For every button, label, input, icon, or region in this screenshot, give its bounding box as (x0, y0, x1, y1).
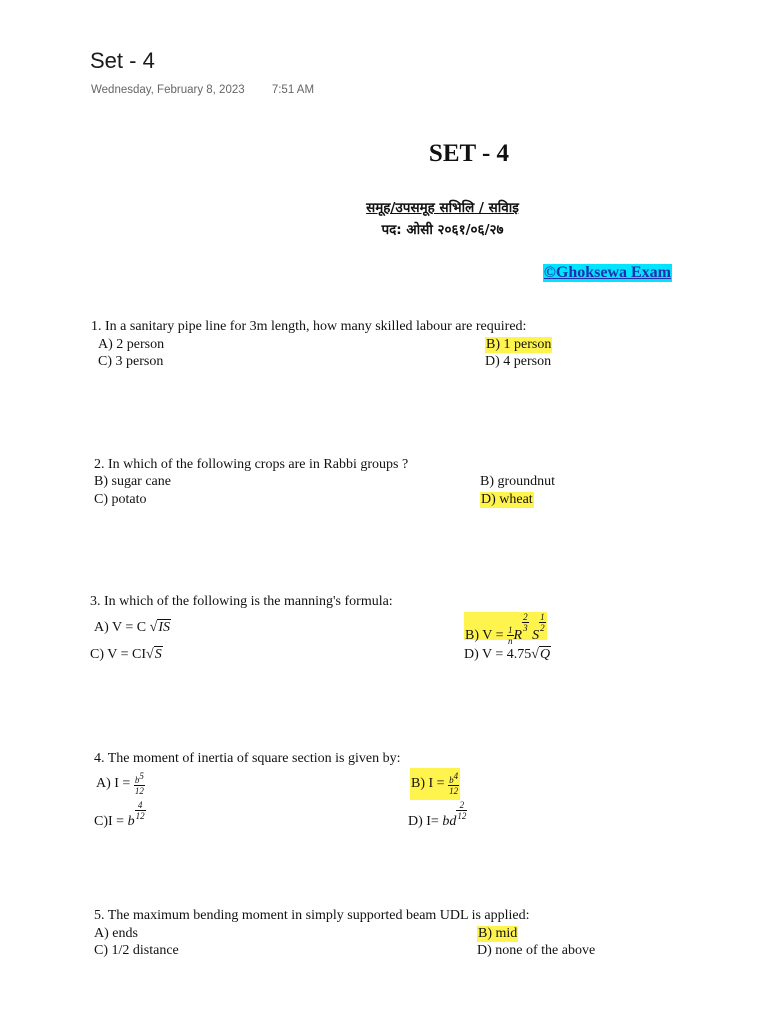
q4-a-num-exp: 5 (139, 771, 144, 782)
q4-d-exp-den: 12 (457, 811, 467, 821)
q3-b-S-exp-den: 2 (540, 623, 545, 633)
q3-option-b-answer (464, 612, 547, 647)
post-date-line: पद: ओसी २०६१/०६/२७ (381, 222, 504, 238)
q3-option-c (90, 647, 163, 663)
q5-option-c: C) 1/2 distance (94, 943, 179, 958)
question-4-text: 4. The moment of inertia of square section is given by: (94, 751, 401, 766)
q4-b-num-exp: 4 (453, 771, 459, 782)
q3-d-prefix: D) V = 4.75 (464, 647, 532, 662)
q3-b-S-exponent (539, 612, 546, 633)
q3-a-radicand: IS (158, 620, 170, 635)
question-3-text: 3. In which of the following is the manning's formula: (90, 594, 393, 609)
q1-option-b-answer: B) 1 person (486, 337, 552, 352)
question-1-text: 1. In a sanitary pipe line for 3m length, how many skilled labour are required: (91, 319, 527, 334)
q3-b-S: S (532, 628, 540, 643)
q4-c-exp-den: 12 (135, 811, 145, 821)
q3-b-R: R (513, 628, 523, 643)
q4-d-exponent (456, 800, 467, 821)
q2-option-a: B) sugar cane (94, 474, 171, 489)
q3-b-prefix: B) V = (465, 628, 507, 643)
q1-option-d: D) 4 person (485, 354, 552, 369)
q4-a-num: b (134, 775, 140, 786)
note-time: 7:51 AM (271, 84, 315, 96)
q3-a-prefix: A) V = C (94, 620, 150, 635)
q3-c-radicand: S (154, 647, 162, 662)
q4-option-c (94, 800, 146, 829)
q4-d-base: bd (442, 814, 457, 829)
q2-option-b: B) groundnut (480, 474, 556, 489)
q5-option-b-answer: B) mid (478, 926, 518, 941)
note-title: Set - 4 (90, 48, 155, 73)
q4-option-a (96, 768, 145, 800)
q3-b-R-exponent (522, 612, 529, 633)
q3-b-R-exp-num: 2 (523, 612, 528, 622)
group-subgroup-line: समूह/उपसमूह सभिलि / सविाइ (366, 200, 519, 216)
q3-option-a (94, 620, 171, 636)
q3-option-d (464, 647, 551, 663)
q3-b-S-exp-num: 1 (540, 612, 545, 622)
note-timestamp (91, 84, 314, 96)
q5-option-a: A) ends (94, 926, 138, 941)
q3-b-frac-num: 1 (508, 625, 513, 636)
note-date: Wednesday, February 8, 2023 (91, 84, 245, 96)
q4-c-exp-num: 4 (135, 800, 146, 811)
q4-d-exp-num: 2 (456, 800, 467, 811)
q3-b-R-exp-den: 3 (523, 623, 528, 633)
sqrt-symbol: √IS (149, 620, 170, 635)
q4-a-fraction (134, 771, 145, 796)
question-5-text: 5. The maximum bending moment in simply supported beam UDL is applied: (94, 908, 530, 923)
q4-option-b-answer (410, 768, 460, 800)
set-heading-text: SET - 4 (428, 140, 510, 167)
q4-option-d (408, 800, 467, 829)
sqrt-symbol: √Q (531, 647, 551, 662)
q1-option-c: C) 3 person (98, 354, 164, 369)
q4-b-num: b (449, 775, 454, 786)
q2-option-d-answer: D) wheat (481, 492, 533, 507)
q4-d-prefix: D) I= (408, 814, 443, 829)
question-2-text: 2. In which of the following crops are in Rabbi groups ? (94, 457, 409, 472)
q4-b-fraction (448, 771, 459, 796)
q5-option-d: D) none of the above (477, 943, 596, 958)
q4-a-den: 12 (134, 786, 144, 797)
q4-c-exponent (135, 800, 146, 821)
q1-option-a: A) 2 person (98, 337, 165, 352)
copyright-label: ©Ghoksewa Exam (543, 264, 671, 281)
q4-b-prefix: B) I = (411, 776, 449, 791)
q3-b-frac-den: n (508, 636, 513, 647)
sqrt-symbol: √S (146, 647, 162, 662)
q4-c-prefix: C)I = (94, 814, 128, 829)
q3-d-radicand: Q (539, 647, 551, 662)
set-heading (0, 140, 768, 168)
q4-b-den: 12 (449, 786, 459, 797)
q2-option-c: C) potato (94, 492, 147, 507)
q4-c-base: b (127, 814, 135, 829)
q4-a-prefix: A) I = (96, 776, 134, 791)
q3-c-prefix: C) V = CI (90, 647, 146, 662)
